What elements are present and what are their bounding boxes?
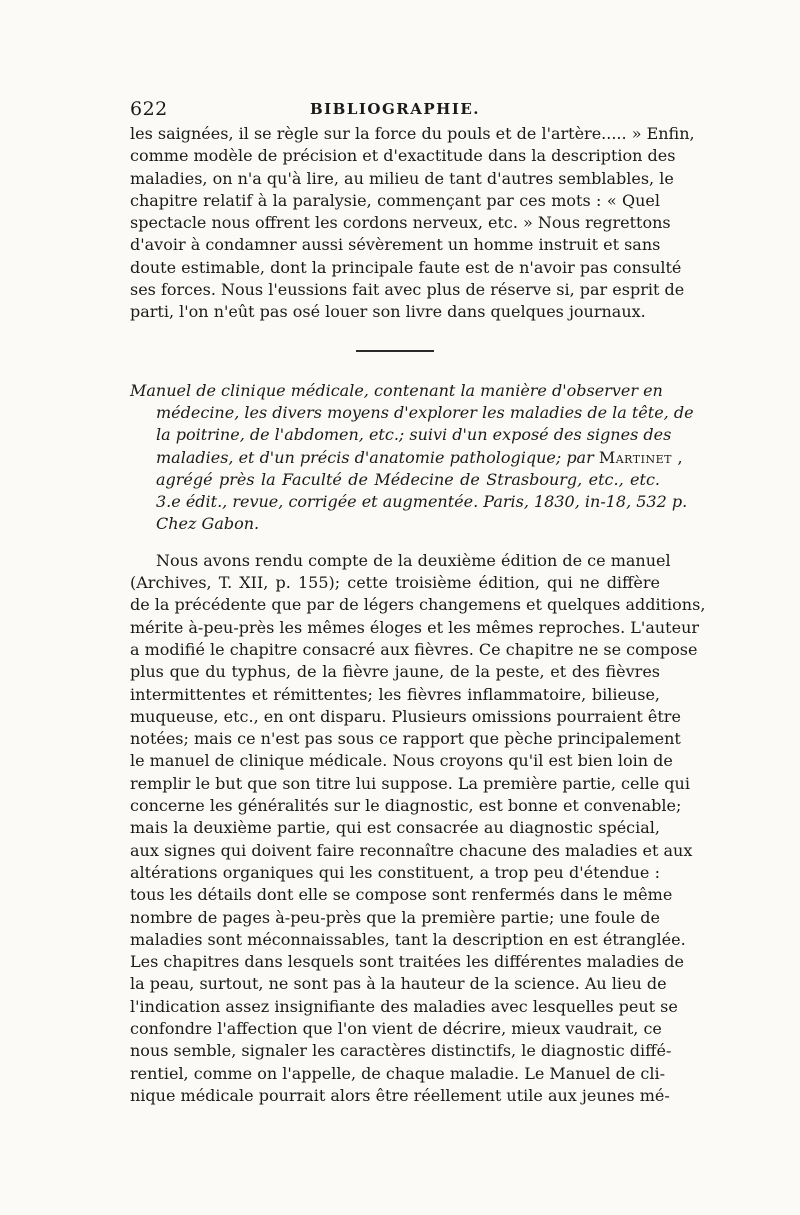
- text-line: spectacle nous offrent les cordons nerveux, etc. » Nous regrettons: [130, 213, 671, 233]
- citation-line: médecine, les divers moyens d'explorer les maladies de la tête, de: [156, 402, 694, 422]
- text-line: comme modèle de précision et d'exactitude dans la description des: [130, 146, 676, 166]
- text-line: d'avoir à condamner aussi sévèrement un homme instruit et sans: [130, 235, 661, 255]
- section-separator: [356, 350, 434, 352]
- text-line: notées; mais ce n'est pas sous ce rapport que pèche principalement: [130, 729, 681, 749]
- text-line: rentiel, comme on l'appelle, de chaque maladie. Le Manuel de cli-: [130, 1063, 665, 1083]
- text-line: tous les détails dont elle se compose sont renfermés dans le même: [130, 885, 673, 905]
- book-page: [130, 90, 706, 1107]
- text-line: nombre de pages à-peu-près que la première partie; une foule de: [130, 907, 660, 927]
- text-line: les saignées, il se règle sur la force du pouls et de l'artère..... » Enfin,: [130, 124, 695, 143]
- text-line: intermittentes et rémittentes; les fièvres inflammatoire, bilieuse,: [130, 684, 660, 704]
- text-line: a modifié le chapitre consacré aux fièvres. Ce chapitre ne se compose: [130, 639, 698, 659]
- text-line: Les chapitres dans lesquels sont traitées les différentes maladies de: [130, 952, 684, 972]
- text-line: (Archives, T. XII, p. 155); cette troisième édition, qui ne diffère: [130, 573, 660, 593]
- text-line: Nous avons rendu compte de la deuxième édition de ce manuel: [156, 550, 671, 570]
- text-line: confondre l'affection que l'on vient de décrire, mieux vaudrait, ce: [130, 1018, 662, 1038]
- citation-text: maladies, et d'un précis d'anatomie pathologique; par: [156, 447, 594, 467]
- citation-line: la poitrine, de l'abdomen, etc.; suivi d'un exposé des signes des: [156, 425, 672, 445]
- text-line: la peau, surtout, ne sont pas à la hauteur de la science. Au lieu de: [130, 974, 667, 994]
- review-text: [130, 550, 706, 1107]
- text-line: ses forces. Nous l'eussions fait avec plus de réserve si, par esprit de: [130, 280, 685, 300]
- text-line: nous semble, signaler les caractères distinctifs, le diagnostic diffé-: [130, 1041, 672, 1061]
- text-line: plus que du typhus, de la fièvre jaune, de la peste, et des fièvres: [130, 662, 660, 682]
- citation-author: Martinet ,: [598, 447, 684, 467]
- text-line: nique médicale pourrait alors être réellement utile aux jeunes mé-: [130, 1085, 670, 1105]
- citation-line: Manuel de clinique médicale, contenant la manière d'observer en: [130, 380, 663, 400]
- citation-line-with-author: [130, 447, 684, 469]
- text-line: aux signes qui doivent faire reconnaître chacune des maladies et aux: [130, 840, 693, 860]
- citation-line: Chez Gabon.: [156, 514, 260, 534]
- book-citation: [130, 380, 694, 536]
- text-line: chapitre relatif à la paralysie, commençant par ces mots : « Quel: [130, 190, 660, 210]
- running-title: BIBLIOGRAPHIE.: [309, 100, 481, 118]
- previous-review-text: [130, 123, 695, 324]
- text-line: maladies sont méconnaissables, tant la description en est étranglée.: [130, 929, 686, 949]
- page-number: 622: [130, 98, 168, 120]
- running-head: [130, 90, 660, 120]
- text-line: remplir le but que son titre lui suppose. La première partie, celle qui: [130, 773, 690, 793]
- text-line: parti, l'on n'eût pas osé louer son livre dans quelques journaux.: [130, 302, 646, 322]
- text-line: de la précédente que par de légers changemens et quelques additions,: [130, 595, 706, 615]
- text-line: maladies, on n'a qu'à lire, au milieu de tant d'autres semblables, le: [130, 168, 674, 188]
- text-line: doute estimable, dont la principale faute est de n'avoir pas consulté: [130, 257, 682, 277]
- citation-line: agrégé près la Faculté de Médecine de Strasbourg, etc., etc.: [156, 469, 660, 489]
- citation-line: 3.e édit., revue, corrigée et augmentée. Paris, 1830, in-18, 532 p.: [156, 492, 688, 512]
- text-line: concerne les généralités sur le diagnostic, est bonne et convenable;: [130, 796, 682, 816]
- text-line: mais la deuxième partie, qui est consacrée au diagnostic spécial,: [130, 818, 660, 838]
- text-line: altérations organiques qui les constituent, a trop peu d'étendue :: [130, 862, 660, 882]
- text-line: mérite à-peu-près les mêmes éloges et les mêmes reproches. L'auteur: [130, 617, 700, 637]
- text-line: l'indication assez insignifiante des maladies avec lesquelles peut se: [130, 996, 678, 1016]
- text-line: muqueuse, etc., en ont disparu. Plusieurs omissions pourraient être: [130, 706, 681, 726]
- text-line: le manuel de clinique médicale. Nous croyons qu'il est bien loin de: [130, 751, 673, 771]
